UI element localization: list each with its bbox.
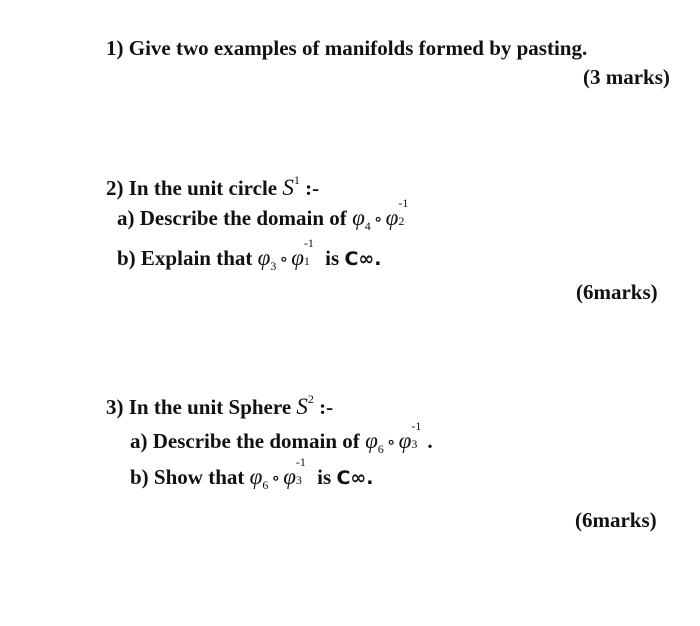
question-2b-composition	[257, 236, 320, 273]
space-dimension: 1	[293, 173, 300, 187]
question-2b-text: b) Explain that	[117, 246, 253, 270]
question-3a-text: a) Describe the domain of	[130, 429, 360, 453]
question-3-intro-suffix: :-	[319, 395, 334, 419]
question-2-intro	[106, 174, 319, 199]
phi-symbol: φ	[291, 245, 304, 270]
question-2-space	[282, 175, 300, 200]
question-2-part-b	[117, 236, 382, 273]
question-1-marks: (3 marks)	[583, 65, 670, 89]
smoothness-class: C∞.	[344, 248, 382, 270]
phi-index: 6	[262, 478, 269, 492]
question-2-intro-text: 2) In the unit circle	[106, 176, 278, 200]
question-2a-composition	[352, 196, 414, 233]
phi-symbol: φ	[385, 205, 399, 230]
space-symbol: S	[296, 394, 308, 419]
smoothness-class: C∞.	[336, 467, 374, 489]
question-3a-composition	[365, 419, 427, 456]
question-3b-composition	[249, 455, 312, 492]
phi-symbol: φ	[398, 428, 412, 453]
question-3-part-b	[130, 455, 374, 492]
question-2-intro-suffix: :-	[305, 176, 320, 200]
phi-symbol: φ	[283, 464, 296, 489]
compose-operator: ∘	[373, 209, 383, 229]
question-2-part-a	[117, 196, 414, 233]
question-3-intro	[106, 393, 333, 418]
phi-inverse-index: -1 3	[411, 419, 422, 451]
phi-symbol: φ	[352, 205, 365, 230]
phi-symbol: φ	[249, 464, 263, 489]
phi-symbol: φ	[365, 428, 378, 453]
question-3b-text: b) Show that	[130, 465, 245, 489]
phi-inverse-index: -1 1	[303, 236, 314, 268]
phi-index: 6	[377, 442, 384, 456]
compose-operator: ∘	[279, 249, 289, 269]
question-3-part-a	[130, 419, 433, 456]
question-2-marks: (6marks)	[576, 280, 658, 304]
phi-index: 3	[270, 259, 277, 273]
space-dimension: 2	[307, 392, 314, 406]
question-3a-period: .	[427, 429, 433, 453]
question-2a-text: a) Describe the domain of	[117, 206, 347, 230]
question-3-intro-text: 3) In the unit Sphere	[106, 395, 292, 419]
question-3-marks: (6marks)	[575, 508, 657, 532]
space-symbol: S	[282, 175, 294, 200]
compose-operator: ∘	[386, 432, 396, 452]
question-3-space	[296, 394, 314, 419]
question-1-text: 1) Give two examples of manifolds formed by pasting.	[106, 36, 588, 60]
compose-operator: ∘	[271, 468, 281, 488]
phi-inverse-index: -1 3	[295, 455, 306, 487]
question-2b-is: is	[325, 246, 340, 270]
phi-inverse-index: -1 2	[398, 196, 409, 228]
phi-index: 4	[364, 219, 371, 233]
question-3b-is: is	[317, 465, 332, 489]
phi-symbol: φ	[257, 245, 271, 270]
